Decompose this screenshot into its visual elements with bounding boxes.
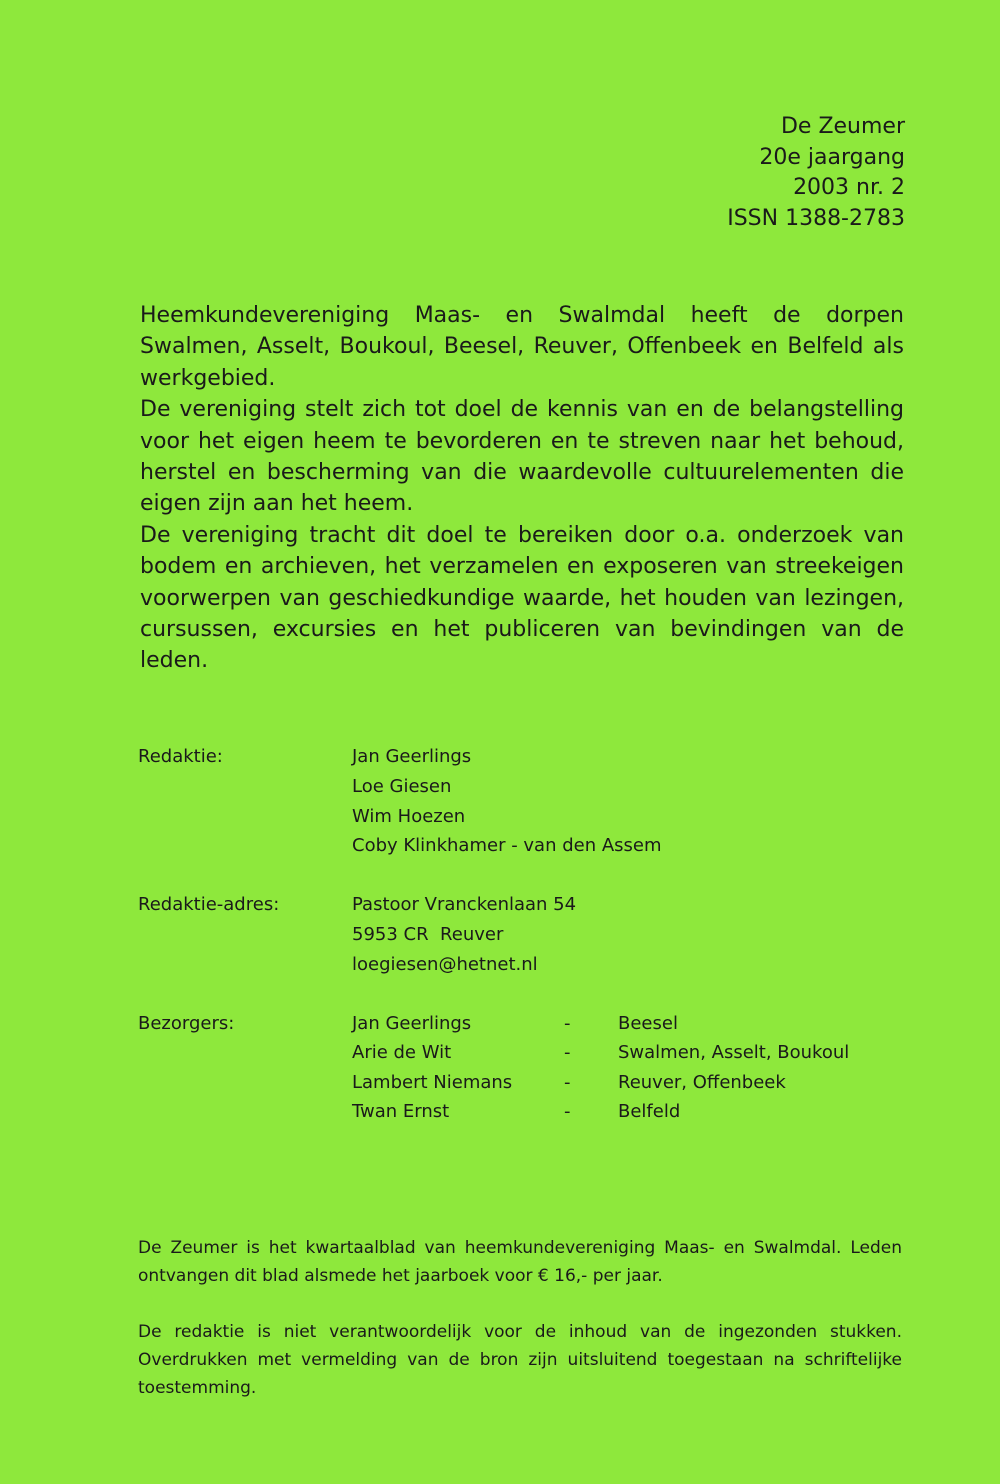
bezorger-name: Twan Ernst bbox=[352, 1101, 450, 1123]
bezorger-name: Jan Geerlings bbox=[352, 1012, 472, 1034]
bezorger-dash: - bbox=[564, 1012, 571, 1034]
bezorger-area: Beesel bbox=[618, 1012, 678, 1034]
address-postcode: 5953 CR Reuver bbox=[352, 923, 504, 945]
redaktie-adres-lines bbox=[352, 890, 576, 979]
intro-paragraph-2: De vereniging stelt zich tot doel de kennis van en de belangstelling voor het eigen heem te bevorderen en te streven naar het behoud, herstel en bescherming van die waardevolle cultuurelementen die eigen zijn aan het heem. bbox=[140, 397, 904, 517]
issn: ISSN 1388-2783 bbox=[727, 205, 905, 231]
redaktie-adres-label: Redaktie-adres: bbox=[138, 894, 280, 916]
bezorger-dash: - bbox=[564, 1071, 571, 1093]
bezorger-row bbox=[352, 1009, 849, 1039]
redaktie-members bbox=[352, 742, 662, 861]
publication-title: De Zeumer bbox=[780, 114, 905, 139]
footer-paragraph-1: De Zeumer is het kwartaalblad van heemkundevereniging Maas- en Swalmdal. Leden ontvangen dit blad alsmede het jaarboek voor € 16,- per jaar. bbox=[138, 1238, 902, 1286]
bezorger-name: Arie de Wit bbox=[352, 1042, 452, 1064]
bezorger-name: Lambert Niemans bbox=[352, 1071, 513, 1093]
redaktie-block bbox=[138, 742, 898, 861]
bezorgers-label: Bezorgers: bbox=[138, 1012, 235, 1034]
volume: 20e jaargang bbox=[759, 144, 905, 170]
bezorger-row bbox=[352, 1038, 849, 1068]
footer-paragraph-2: De redaktie is niet verantwoordelijk voor de inhoud van de ingezonden stukken. Overdrukken met vermelding van de bron zijn uitsluitend toegestaan na schriftelijke toestemming. bbox=[138, 1322, 902, 1398]
bezorger-area: Swalmen, Asselt, Boukoul bbox=[618, 1042, 850, 1064]
redaktie-label: Redaktie: bbox=[138, 746, 223, 767]
bezorger-row bbox=[352, 1068, 849, 1098]
bezorger-dash: - bbox=[564, 1042, 571, 1064]
issue-number: 2003 nr. 2 bbox=[793, 175, 905, 200]
intro-paragraph-1: Heemkundevereniging Maas- en Swalmdal heeft de dorpen Swalmen, Asselt, Boukoul, Beesel, Reuver, Offenbeek en Belfeld als werkgebied. bbox=[140, 303, 904, 391]
redaktie-member: Coby Klinkhamer - van den Assem bbox=[352, 835, 662, 857]
bezorger-row bbox=[352, 1097, 849, 1127]
bezorgers-list bbox=[352, 1009, 849, 1127]
bezorgers-block bbox=[138, 1009, 898, 1127]
bezorger-area: Reuver, Offenbeek bbox=[618, 1071, 786, 1093]
address-street: Pastoor Vranckenlaan 54 bbox=[352, 894, 577, 916]
bezorger-dash: - bbox=[564, 1101, 571, 1123]
redaktie-member: Jan Geerlings bbox=[352, 746, 472, 767]
redaktie-adres-block bbox=[138, 890, 898, 979]
redaktie-member: Wim Hoezen bbox=[352, 805, 466, 827]
footer-notes bbox=[138, 1234, 902, 1402]
masthead bbox=[727, 112, 905, 234]
redaktie-member: Loe Giesen bbox=[352, 775, 452, 797]
bezorger-area: Belfeld bbox=[618, 1101, 681, 1123]
intro-paragraph-3: De vereniging tracht dit doel te bereiken door o.a. onderzoek van bodem en archieven, het verzamelen en exposeren van streekeigen voorwerpen van geschiedkundige waarde, het houden van lezingen, cursussen, excursies en het publiceren van bevindingen van de leden. bbox=[140, 522, 904, 674]
intro-text bbox=[140, 300, 904, 677]
address-email: loegiesen@hetnet.nl bbox=[352, 953, 538, 975]
credits-section bbox=[138, 742, 898, 1156]
